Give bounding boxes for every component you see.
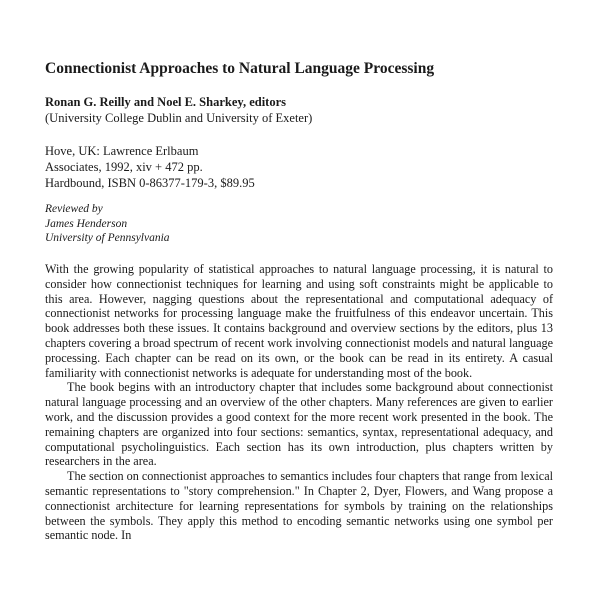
review-label: Reviewed by [45,203,103,215]
paragraph: With the growing popularity of statistical approaches to natural language processing, it is natural to consider how connectionist techniques for learning and using soft constraints might be applicable to this area. However, nagging questions about the representational and computational adequacy of connectionist networks for processing language make the fruitfulness of this endeavor uncertain. This book addresses both these issues. It contains background and overview sections by the editors, plus 13 chapters covering a broad spectrum of recent work involving connectionist models and natural language processing. Each chapter can be read on its own, or the book can be read in its entirety. A casual familiarity with connectionist networks is adequate for understanding most of the book. [45,262,553,380]
book-title: Connectionist Approaches to Natural Language Processing [45,60,435,77]
reviewer-institution: University of Pennsylvania [45,232,170,244]
publication-details: Associates, 1992, xiv + 472 pp. [45,160,203,174]
editor-affiliation: (University College Dublin and University of Exeter) [45,111,313,125]
publication-info [45,143,255,191]
review-body [45,262,553,543]
publisher: Hove, UK: Lawrence Erlbaum [45,144,199,158]
review-block [45,202,170,246]
paragraph: The book begins with an introductory chapter that includes some background about connectionist natural language processing and an overview of the other chapters. Many references are given to earlier work, and the discussion provides a good context for the more recent work presented in the book. The remaining chapters are organized into four sections: semantics, syntax, representational adequacy, and computational psycholinguistics. Each section has its own introduction, plus chapters written by researchers in the area. [45,380,553,469]
publication-price: Hardbound, ISBN 0-86377-179-3, $89.95 [45,176,255,190]
editor-names: Ronan G. Reilly and Noel E. Sharkey, editors [45,95,286,109]
reviewer-name: James Henderson [45,217,128,230]
paragraph: The section on connectionist approaches to semantics includes four chapters that range from lexical semantic representations to "story comprehension." In Chapter 2, Dyer, Flowers, and Wang propose a connectionist architecture for learning representations for symbols by training on the relationships between the symbols. They apply this method to encoding semantic networks using one symbol per semantic node. In [45,469,553,543]
editors-block [45,94,312,126]
